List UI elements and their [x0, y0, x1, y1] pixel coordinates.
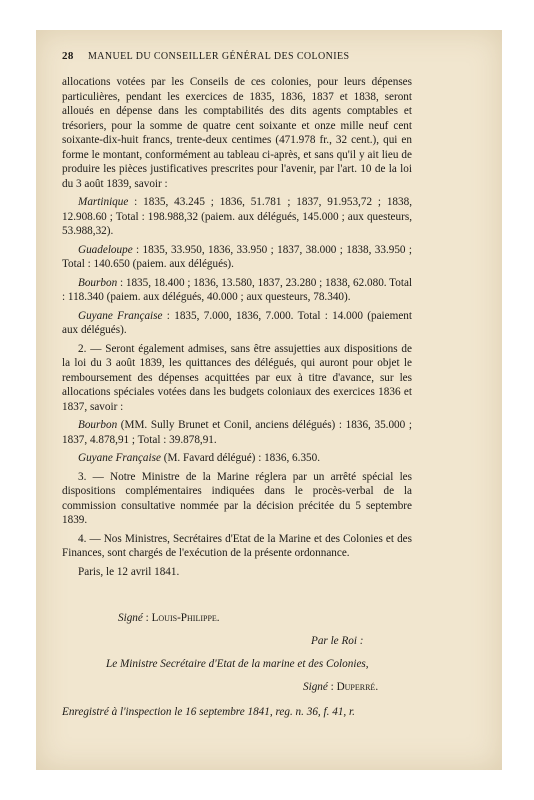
- entry-guyane-2: Guyane Française (M. Favard délégué) : 1836, 6.350.: [78, 452, 321, 464]
- entry-bourbon-2: Bourbon (MM. Sully Brunet et Conil, anciens délégués) : 1836, 35.000 ; 1837, 4.878,91 ; Total : 39.878,91.: [62, 419, 412, 446]
- entry-guadeloupe: Guadeloupe : 1835, 33.950, 1836, 33.950 ; 1837, 38.000 ; 1838, 33.950 ; Total : 140.650 (paiem. aux délégués).: [62, 243, 412, 270]
- running-title: MANUEL DU CONSEILLER GÉNÉRAL DES COLONIES: [88, 51, 350, 62]
- date-line: Paris, le 12 avril 1841.: [78, 565, 180, 578]
- entry-guyane: Guyane Française : 1835, 7.000, 1836, 7.000. Total : 14.000 (paiement aux délégués).: [62, 309, 412, 336]
- colony-label: Bourbon: [78, 276, 118, 289]
- colony-label: Guyane Française: [78, 309, 163, 322]
- entry-martinique: Martinique : 1835, 43.245 ; 1836, 51.781 ; 1837, 91.953,72 ; 1838, 12.908.60 ; Total : 198.988,32 (paiem. aux délégués, 145.000 ; aux questeurs, 53.988,32).: [62, 196, 412, 237]
- article-3: 3. — Notre Ministre de la Marine réglera par un arrêté spécial les dispositions complémentaires indiquées dans le procès-verbal de la commission consultative nommée par la décision précitée du 5 septembre 1839.: [62, 470, 412, 526]
- page-number: 28: [62, 50, 74, 62]
- colony-label: Guyane Française: [78, 452, 161, 464]
- par-le-roi: Par le Roi :: [311, 635, 364, 647]
- registration-line: Enregistré à l'inspection le 16 septembre 1841, reg. n. 36, f. 41, r.: [62, 706, 355, 718]
- colony-label: Bourbon: [78, 419, 118, 431]
- minister-title: Le Ministre Secrétaire d'Etat de la marine et des Colonies,: [106, 658, 369, 670]
- signature-minister: Signé : Duperré.: [303, 681, 379, 693]
- colony-label: Guadeloupe: [78, 243, 133, 256]
- article-4: 4. — Nos Ministres, Secrétaires d'Etat de la Marine et des Colonies et des Finances, sont chargés de l'exécution de la présente ordonnance.: [62, 532, 412, 559]
- paragraph-intro: allocations votées par les Conseils de ces colonies, pour leurs dépenses particulières, pendant les exercices de 1835, 1836, 1837 et 1838, seront alloués en dépense dans les comptabilités des dits agents comptables et trésoriers, pour la somme de quatre cent soixante et onze mille neuf cent soixante-dix-huit francs, trente-deux centimes (471.978 fr., 32 cent.), qui en forme le montant, conformément au tableau ci-après, et sans qu'il y ait lieu de produire les pièces justificatives prescrites pour l'avenir, par l'art. 10 de la loi du 3 août 1839, savoir :: [62, 76, 412, 190]
- article-2: 2. — Seront également admises, sans être assujetties aux dispositions de la loi du 3 août 1839, les quittances des délégués, qui auront pour objet le remboursement des dépenses acquittées par eux à titre d'avance, sur les allocations spéciales votées dans les budgets coloniaux des exercices 1836 et 1837, savoir :: [62, 342, 412, 413]
- page-body: [62, 75, 412, 583]
- entry-bourbon: Bourbon : 1835, 18.400 ; 1836, 13.580, 1837, 23.280 ; 1838, 62.080. Total : 118.340 (paiem. aux délégués, 40.000 ; aux questeurs, 78.340).: [62, 276, 413, 303]
- colony-label: Martinique: [78, 196, 129, 208]
- signature-king: Signé : Louis-Philippe.: [118, 612, 220, 624]
